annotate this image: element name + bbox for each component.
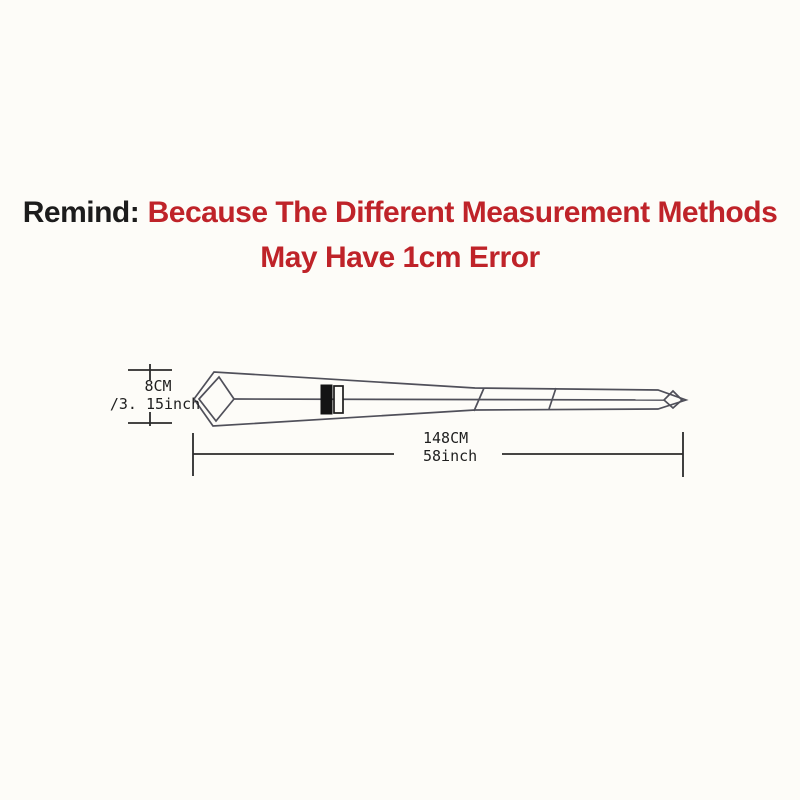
heading-prefix: Remind:: [22, 196, 140, 229]
keeper-loop-solid: [321, 385, 332, 414]
length-label-cm: 148CM: [423, 429, 469, 447]
heading-line2-text: May Have 1cm Error: [260, 241, 540, 274]
length-label-inch: 58inch: [423, 447, 478, 465]
width-label-inch: /3. 15inch: [109, 395, 201, 413]
keeper-loop-outline: [334, 386, 343, 413]
heading-line1-text: Because The Different Measurement Methods: [147, 196, 778, 229]
seam-line-2: [549, 388, 556, 409]
width-label-cm: 8CM: [144, 377, 172, 395]
tie-center-seam: [234, 399, 664, 400]
